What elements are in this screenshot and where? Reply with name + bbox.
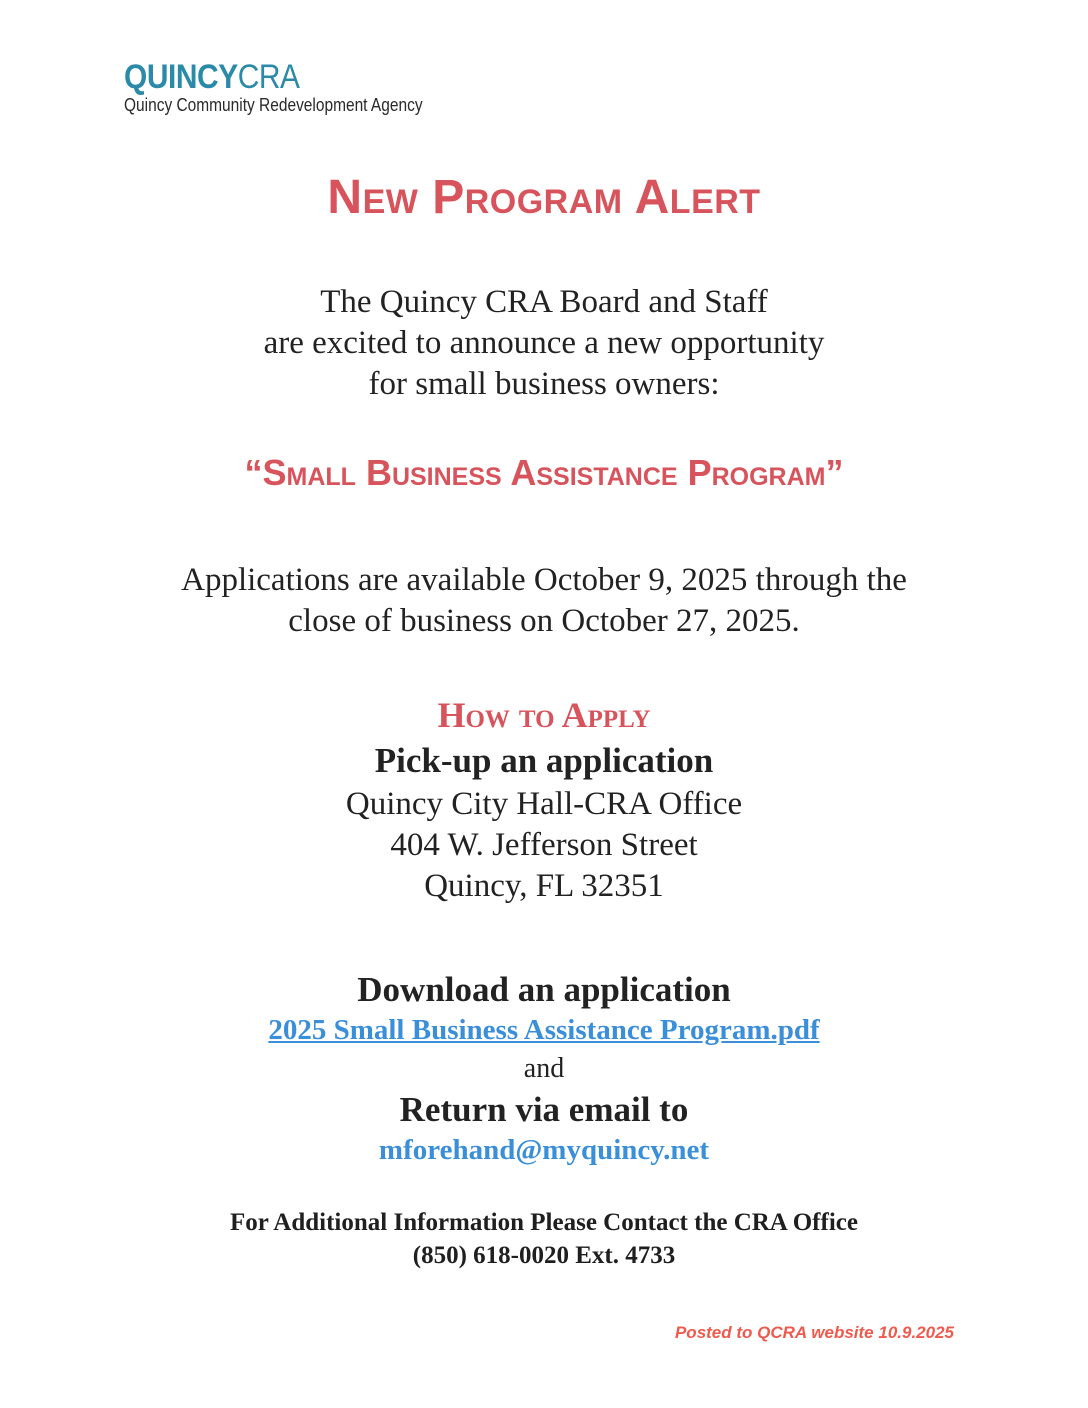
intro-text: [0, 282, 1088, 405]
contact-phone: (850) 618-0020 Ext. 4733: [412, 1242, 676, 1269]
and-text: and: [523, 1053, 565, 1084]
office-address: [0, 784, 1088, 907]
address-line: Quincy City Hall-CRA Office: [345, 786, 743, 822]
pickup-heading: Pick-up an application: [374, 741, 714, 780]
how-to-apply-title: How to Apply: [437, 695, 651, 735]
availability-line: close of business on October 27, 2025.: [288, 603, 800, 639]
logo-brand-light: CRA: [237, 58, 300, 96]
logo-brand-bold: QUINCY: [124, 58, 238, 96]
email-link[interactable]: mforehand@myquincy.net: [378, 1134, 710, 1166]
availability-text: [0, 560, 1088, 642]
logo-subtitle: Quincy Community Redevelopment Agency: [124, 95, 423, 115]
quincy-cra-logo: [124, 60, 471, 114]
intro-line: for small business owners:: [368, 366, 720, 402]
posted-note: Posted to QCRA website 10.9.2025: [674, 1323, 954, 1342]
intro-line: are excited to announce a new opportunity: [263, 325, 825, 361]
return-heading: Return via email to: [399, 1090, 689, 1129]
availability-line: Applications are available October 9, 2025 through the: [181, 562, 907, 598]
address-line: Quincy, FL 32351: [424, 868, 664, 904]
address-line: 404 W. Jefferson Street: [390, 827, 698, 863]
logo-wordmark: [124, 60, 430, 94]
intro-line: The Quincy CRA Board and Staff: [320, 284, 768, 320]
headline: New Program Alert: [327, 171, 761, 224]
contact-info: [0, 1206, 1088, 1272]
contact-line: For Additional Information Please Contact the CRA Office: [230, 1209, 858, 1236]
application-pdf-link[interactable]: 2025 Small Business Assistance Program.pdf: [268, 1014, 820, 1046]
program-name: “Small Business Assistance Program”: [244, 452, 844, 493]
download-heading: Download an application: [357, 970, 731, 1009]
